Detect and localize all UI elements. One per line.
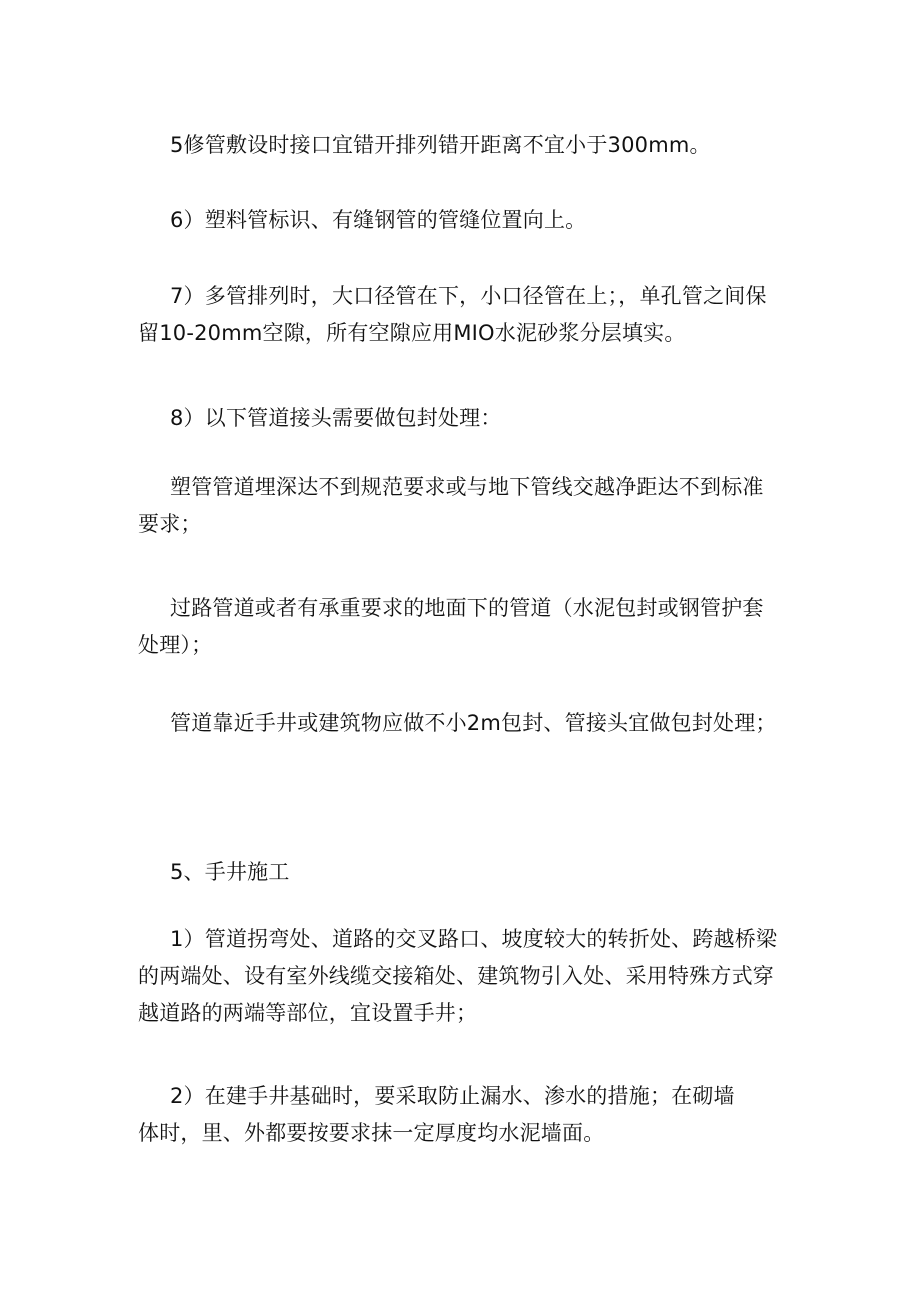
paragraph-joint-staggering [138, 127, 788, 164]
paragraph-burial-depth [138, 469, 788, 543]
paragraph-line: 塑管管道埋深达不到规范要求或与地下管线交越净距达不到标准 [170, 475, 764, 499]
paragraph-line: 越道路的两端等部位，宜设置手井； [138, 1001, 478, 1025]
paragraph-road-crossing [138, 590, 788, 664]
paragraph-line: 2）在建手井基础时，要采取防止漏水、渗水的措施；在砌墙 [170, 1084, 735, 1108]
paragraph-line: 8）以下管道接头需要做包封处理： [170, 406, 502, 430]
paragraph-multi-pipe-arrangement [138, 278, 788, 352]
paragraph-line: 5修管敷设时接口宜错开排列错开距离不宜小于300mm。 [170, 133, 711, 157]
paragraph-line: 管道靠近手井或建筑物应做不小2m包封、管接头宜做包封处理； [170, 711, 777, 735]
paragraph-handhole-foundation [138, 1078, 788, 1152]
paragraph-line: 6）塑料管标识、有缝钢管的管缝位置向上。 [170, 208, 587, 232]
section-heading-handhole-construction [138, 854, 788, 891]
paragraph-line: 过路管道或者有承重要求的地面下的管道（水泥包封或钢管护套 [170, 596, 764, 620]
paragraph-line: 要求； [138, 512, 202, 536]
paragraph-encasement-intro [138, 400, 788, 437]
paragraph-line: 留10-20mm空隙，所有空隙应用MIO水泥砂浆分层填实。 [138, 321, 686, 345]
paragraph-near-handhole [138, 705, 788, 742]
paragraph-handhole-locations [138, 921, 788, 1032]
paragraph-line: 7）多管排列时，大口径管在下，小口径管在上；，单孔管之间保 [170, 284, 767, 308]
paragraph-line: 的两端处、设有室外线缆交接箱处、建筑物引入处、采用特殊方式穿 [138, 964, 774, 988]
section-heading: 5、手井施工 [170, 860, 290, 884]
paragraph-line: 处理）； [138, 633, 213, 657]
paragraph-pipe-marking [138, 202, 788, 239]
paragraph-line: 1）管道拐弯处、道路的交叉路口、坡度较大的转折处、跨越桥梁 [170, 927, 778, 951]
paragraph-line: 体时，里、外都要按要求抹一定厚度均水泥墙面。 [138, 1121, 605, 1145]
